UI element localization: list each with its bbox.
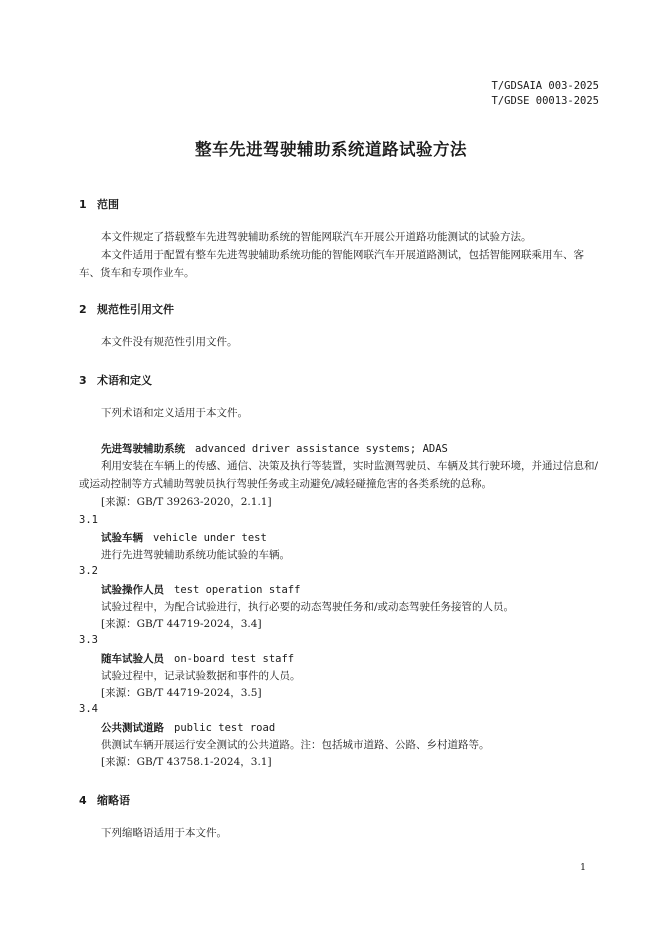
term-source-3-2: [来源：GB/T 44719-2024，3.4] bbox=[101, 618, 262, 630]
term-entry-3-4 bbox=[101, 720, 275, 735]
term-entry-adas bbox=[101, 441, 448, 456]
section-heading-scope bbox=[79, 196, 119, 212]
section-title: 缩略语 bbox=[97, 794, 130, 807]
terms-intro: 下列术语和定义适用于本文件。 bbox=[101, 407, 248, 419]
standard-code-2: T/GDSE 00013-2025 bbox=[491, 95, 599, 107]
section-title: 范围 bbox=[97, 198, 119, 211]
normative-paragraph: 本文件没有规范性引用文件。 bbox=[101, 336, 238, 348]
term-chinese: 公共测试道路 bbox=[101, 722, 164, 734]
term-entry-3-2 bbox=[101, 582, 300, 597]
term-source-3-4: [来源：GB/T 43758.1-2024，3.1] bbox=[101, 756, 272, 768]
section-number: 3 bbox=[79, 374, 87, 387]
term-definition-3-4: 供测试车辆开展运行安全测试的公共道路。注：包括城市道路、公路、乡村道路等。 bbox=[101, 739, 490, 751]
term-definition-3-3: 试验过程中，记录试验数据和事件的人员。 bbox=[101, 670, 301, 682]
section-title: 规范性引用文件 bbox=[97, 303, 174, 316]
term-number-3-2: 3.2 bbox=[79, 565, 98, 577]
term-source-3-3: [来源：GB/T 44719-2024，3.5] bbox=[101, 687, 262, 699]
scope-paragraph-1: 本文件规定了搭载整车先进驾驶辅助系统的智能网联汽车开展公开道路功能测试的试验方法。 bbox=[101, 231, 532, 243]
term-english: public test road bbox=[174, 722, 276, 734]
term-definition-adas: 利用安装在车辆上的传感、通信、决策及执行等装置，实时监测驾驶员、车辆及其行驶环境，并通过信息和/或运动控制等方式辅助驾驶员执行驾驶任务或主动避免/减轻碰撞危害的各类系统的总称。 bbox=[79, 460, 599, 490]
term-definition-3-1: 进行先进驾驶辅助系统功能试验的车辆。 bbox=[101, 549, 290, 561]
page-number: 1 bbox=[579, 862, 586, 873]
section-number: 4 bbox=[79, 794, 87, 807]
standard-code-1: T/GDSAIA 003-2025 bbox=[491, 80, 599, 92]
section-title: 术语和定义 bbox=[97, 374, 152, 387]
term-entry-3-1 bbox=[101, 530, 267, 545]
term-definition-3-2: 试验过程中，为配合试验进行，执行必要的动态驾驶任务和/或动态驾驶任务接管的人员。 bbox=[101, 601, 515, 613]
term-source-adas: [来源：GB/T 39263-2020，2.1.1] bbox=[101, 496, 272, 508]
term-english: test operation staff bbox=[174, 584, 301, 596]
term-number-3-3: 3.3 bbox=[79, 634, 98, 646]
term-english: on-board test staff bbox=[174, 653, 295, 665]
term-entry-3-3 bbox=[101, 651, 294, 666]
term-number-3-1: 3.1 bbox=[79, 514, 98, 526]
term-chinese: 试验操作人员 bbox=[101, 584, 164, 596]
standard-codes bbox=[492, 79, 599, 109]
term-chinese: 先进驾驶辅助系统 bbox=[101, 443, 185, 455]
term-chinese: 试验车辆 bbox=[101, 532, 143, 544]
section-number: 2 bbox=[79, 303, 87, 316]
section-heading-normative-references bbox=[79, 301, 174, 317]
term-chinese: 随车试验人员 bbox=[101, 653, 164, 665]
section-number: 1 bbox=[79, 198, 87, 211]
scope-paragraph-2: 本文件适用于配置有整车先进驾驶辅助系统功能的智能网联汽车开展道路测试，包括智能网联乘用车、客车、货车和专项作业车。 bbox=[79, 249, 584, 279]
term-english: advanced driver assistance systems; ADAS bbox=[195, 443, 448, 455]
term-number-3-4: 3.4 bbox=[79, 703, 98, 715]
term-english: vehicle under test bbox=[153, 532, 267, 544]
abbreviations-intro: 下列缩略语适用于本文件。 bbox=[101, 827, 227, 839]
section-heading-abbreviations bbox=[79, 792, 130, 808]
section-heading-terms bbox=[79, 372, 152, 388]
document-title: 整车先进驾驶辅助系统道路试验方法 bbox=[195, 140, 467, 159]
